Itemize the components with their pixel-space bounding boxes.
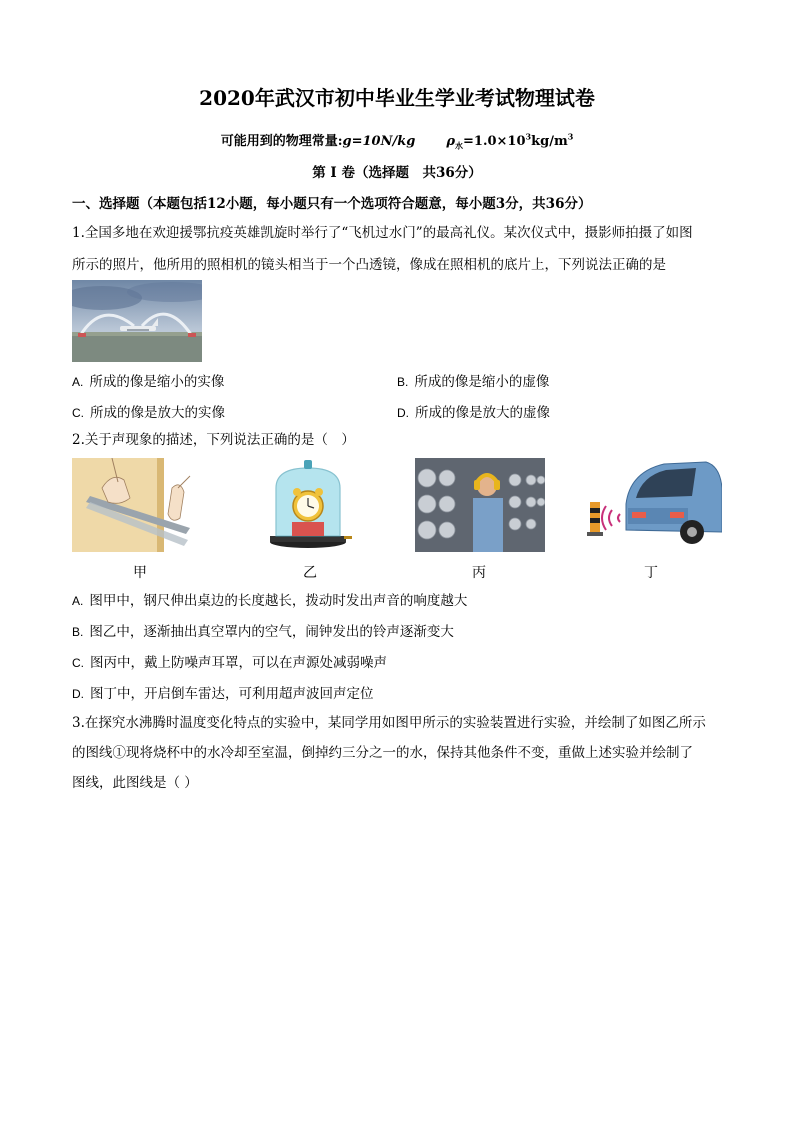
q2-figure-ding-car-radar xyxy=(586,458,722,552)
constant-g: g=10N/kg xyxy=(342,134,416,149)
q1-option-b[interactable]: B. 所成的像是缩小的虚像 xyxy=(397,374,550,390)
rho-exponent: 3 xyxy=(525,131,532,142)
q2-figure-jia-ruler xyxy=(72,458,194,552)
q2-option-d[interactable]: D. 图丁中，开启倒车雷达，可利用超声波回声定位 xyxy=(72,686,374,702)
q2-caption-yi: 乙 xyxy=(303,565,317,581)
page-title: 2020年武汉市初中毕业生学业考试物理试卷 xyxy=(199,86,595,110)
q1-line2: 所示的照片，他所用的照相机的镜头相当于一个凸透镜，像成在照相机的底片上，下列说法正确的是 xyxy=(72,257,666,273)
q2-option-c[interactable]: C. 图丙中，戴上防噪声耳罩，可以在声源处减弱噪声 xyxy=(72,655,387,671)
q2-caption-ding: 丁 xyxy=(644,565,658,581)
rho-unit-exponent: 3 xyxy=(567,131,574,142)
q1-airplane-photo xyxy=(72,280,202,362)
constants-label: 可能用到的物理常量: xyxy=(220,134,343,149)
q1-option-d[interactable]: D. 所成的像是放大的虚像 xyxy=(397,405,550,421)
part-heading: 一、选择题（本题包括12小题，每小题只有一个选项符合题意，每小题3分，共36分） xyxy=(72,196,592,212)
q2-figure-bing-factory xyxy=(415,458,545,552)
section-title: 第 I 卷（选择题 共36分） xyxy=(312,165,482,181)
q1-line1: 1.全国多地在欢迎援鄂抗疫英雄凯旋时举行了“飞机过水门”的最高礼仪。某次仪式中，摄影师拍摄了如图 xyxy=(72,225,693,241)
rho-value: =1.0×10 xyxy=(463,134,526,149)
q2-option-a[interactable]: A. 图甲中，钢尺伸出桌边的长度越长，拨动时发出声音的响度越大 xyxy=(72,593,468,609)
rho-subscript: 水 xyxy=(455,140,464,151)
q2-caption-bing: 丙 xyxy=(472,565,486,581)
q1-option-c[interactable]: C. 所成的像是放大的实像 xyxy=(72,405,225,421)
physical-constants xyxy=(0,130,794,152)
rho-symbol: ρ xyxy=(446,134,456,149)
q3-line3: 图线，此图线是（ ） xyxy=(72,775,198,791)
q3-line1: 3.在探究水沸腾时温度变化特点的实验中，某同学用如图甲所示的实验装置进行实验，并绘制了如图乙所示 xyxy=(72,715,706,731)
q2-caption-jia: 甲 xyxy=(133,565,147,581)
rho-unit: kg/m xyxy=(531,134,568,149)
q2-figure-yi-bell-jar xyxy=(268,458,352,552)
q2-stem: 2.关于声现象的描述，下列说法正确的是（ ） xyxy=(72,432,355,448)
q2-option-b[interactable]: B. 图乙中，逐渐抽出真空罩内的空气，闹钟发出的铃声逐渐变大 xyxy=(72,624,454,640)
q3-line2: 的图线①现将烧杯中的水冷却至室温，倒掉约三分之一的水，保持其他条件不变，重做上述实验并绘制了 xyxy=(72,745,693,761)
q1-option-a[interactable]: A. 所成的像是缩小的实像 xyxy=(72,374,225,390)
